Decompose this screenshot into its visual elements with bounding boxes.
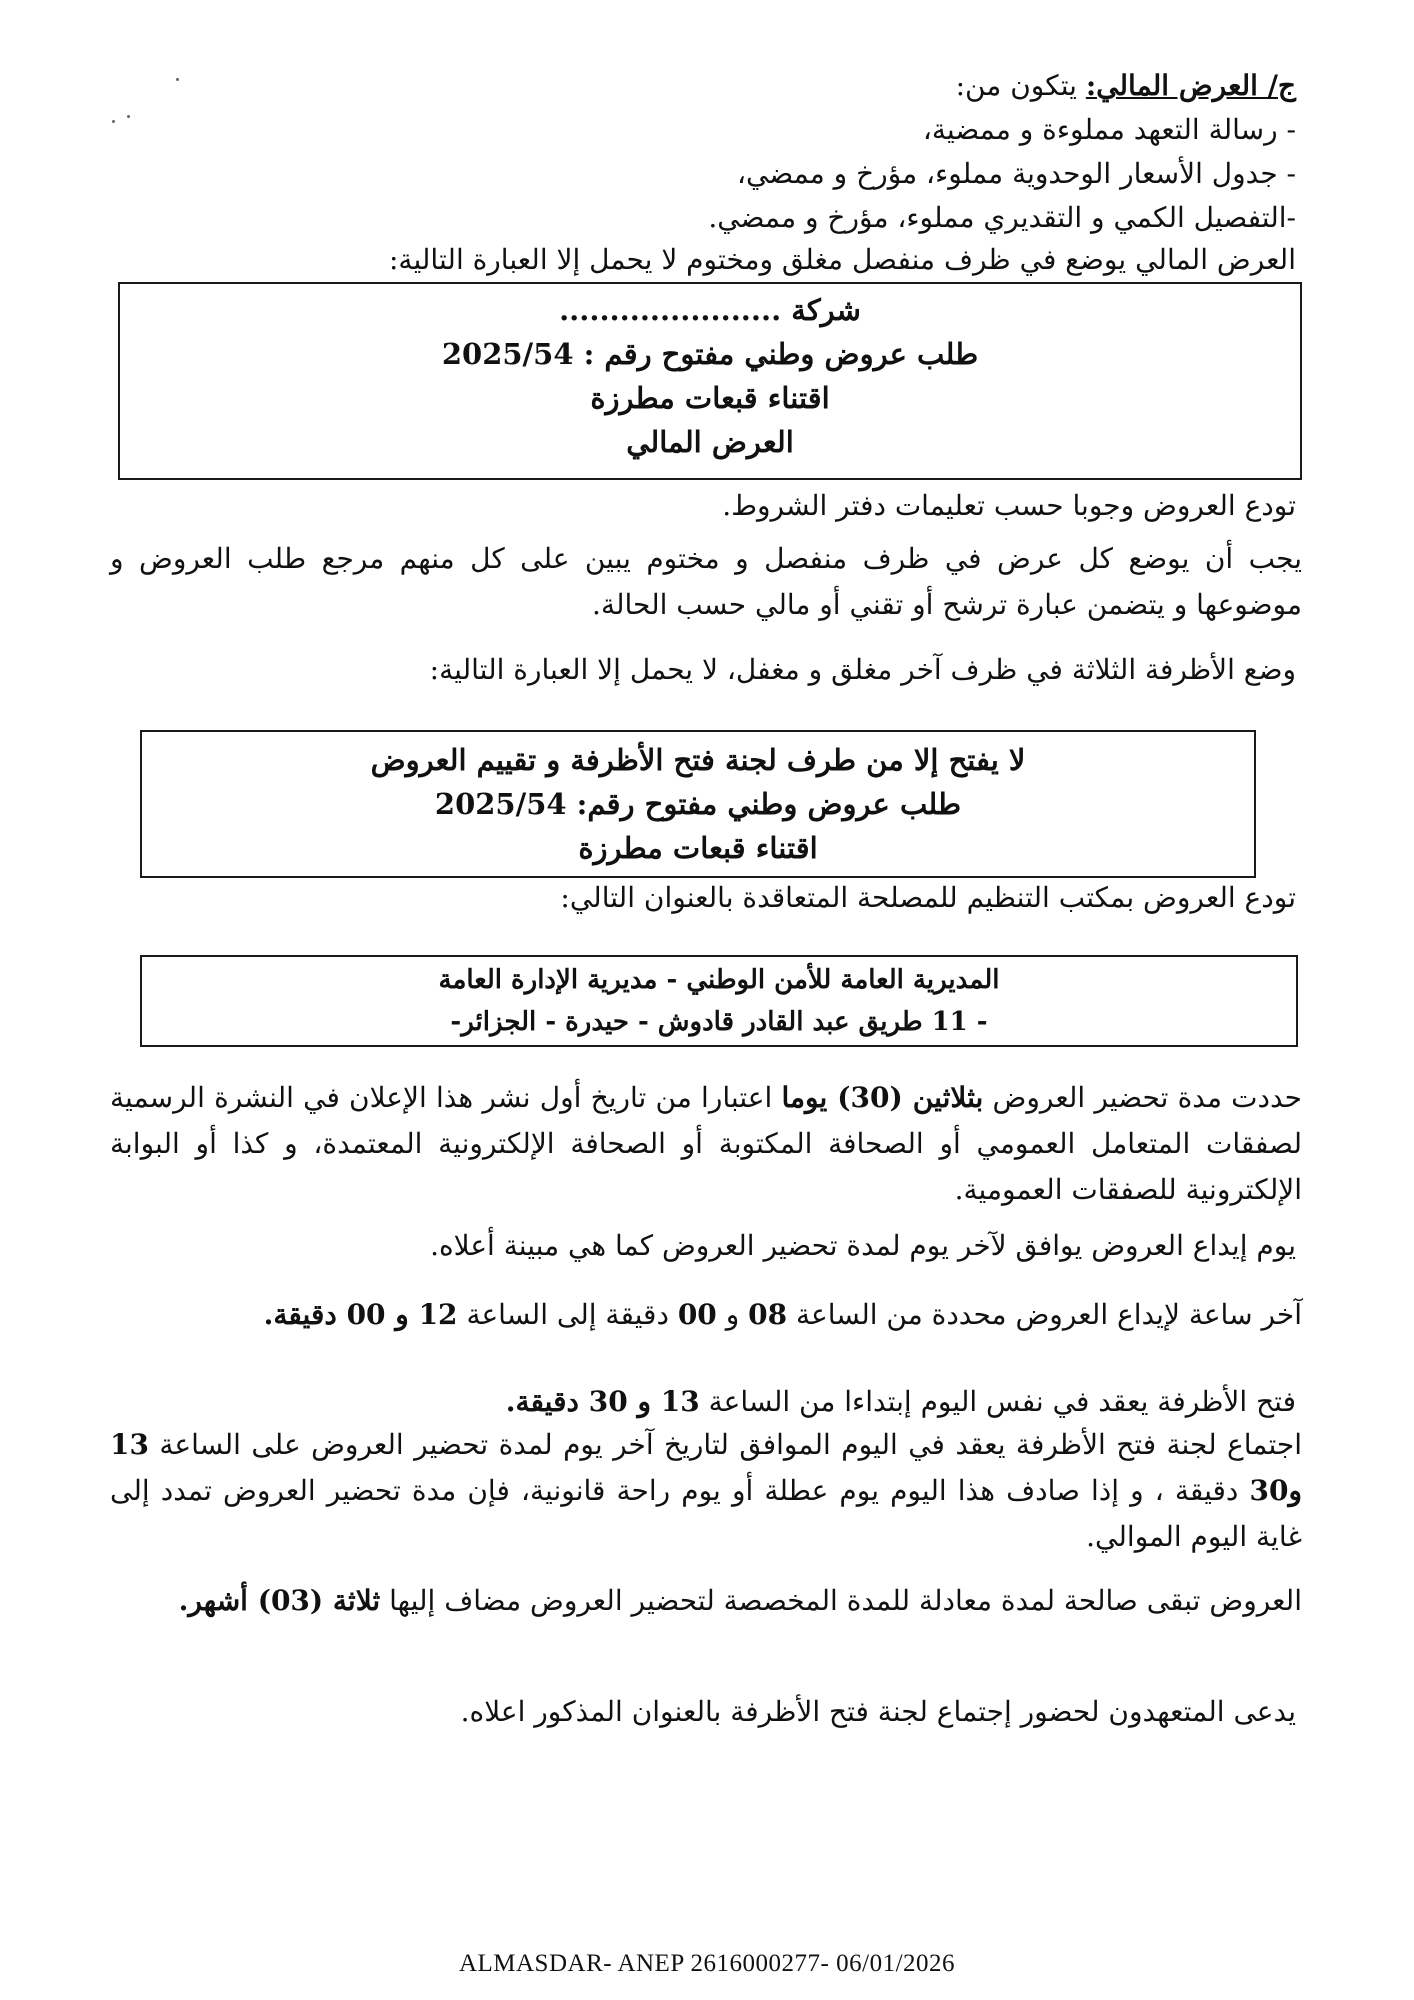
meeting-text-end: دقيقة ، و إذا صادف هذا اليوم يوم عطلة أو يوم راحة قانونية، فإن مدة تحضير العروض تمدد إلى غاية اليوم الموالي. (110, 1474, 1302, 1553)
duration-paragraph (110, 1075, 1302, 1213)
address-box (140, 955, 1298, 1047)
meeting-hour: 13 و30 (110, 1428, 1302, 1507)
box-tender: طلب عروض وطني مفتوح رقم : 2025/54 (441, 337, 979, 371)
validity-months: ثلاثة (03) أشهر. (178, 1584, 381, 1617)
last-hour-paragraph (110, 1290, 1302, 1340)
heading-rest: يتكون من: (955, 69, 1086, 102)
hour-value: 08 (748, 1298, 788, 1331)
box-subject: اقتناء قبعات مطرزة (590, 381, 830, 415)
scan-speck (127, 115, 130, 118)
duration-text-end: اعتبارا من تاريخ أول نشر هذا الإعلان في النشرة الرسمية لصفقات المتعامل العمومي أو الصحافة المكتوبة أو الصحافة الإلكترونية المعتمدة، و كذا أو البوابة الإلكترونية للصفقات العمومية. (110, 1081, 1302, 1206)
heading-label: ج/ العرض المالي: (1085, 69, 1296, 102)
scan-speck (112, 120, 115, 123)
financial-offer-heading (956, 66, 1296, 106)
footer-reference: ALMASDAR- ANEP 2616000277- 06/01/2026 (458, 1950, 956, 1977)
invite-paragraph: يدعى المتعهدون لحضور إجتماع لجنة فتح الأظرفة بالعنوان المذكور اعلاه. (460, 1695, 1296, 1728)
box-label: العرض المالي (626, 425, 794, 459)
meeting-paragraph (110, 1422, 1302, 1560)
list-item: -التفصيل الكمي و التقديري مملوء، مؤرخ و ممضي. (708, 201, 1296, 234)
opening-hour: 13 و 30 دقيقة. (505, 1385, 700, 1418)
opening-paragraph (506, 1382, 1296, 1422)
last-hour-text: آخر ساعة لإيداع العروض محددة من الساعة (787, 1298, 1302, 1331)
scan-speck (176, 78, 179, 81)
meeting-text: اجتماع لجنة فتح الأظرفة يعقد في اليوم الموافق لتاريخ آخر يوم لمدة تحضير العروض على الساعة (148, 1428, 1302, 1461)
list-item: - رسالة التعهد مملوءة و ممضية، (922, 113, 1296, 146)
deposit-note: تودع العروض بمكتب التنظيم للمصلحة المتعاقدة بالعنوان التالي: (560, 881, 1296, 914)
last-hour-text: و (716, 1298, 749, 1331)
validity-text: العروض تبقى صالحة لمدة معادلة للمدة المخصصة لتحضير العروض مضاف إليها (380, 1584, 1302, 1617)
submission-rule: يجب أن يوضع كل عرض في ظرف منفصل و مختوم يبين على كل منهم مرجع طلب العروض و موضوعها و يتضمن عبارة ترشح أو تقني أو مالي حسب الحالة. (110, 542, 1302, 621)
list-item: - جدول الأسعار الوحدوية مملوء، مؤرخ و ممضي، (736, 157, 1296, 190)
minute-value: 00 (677, 1298, 717, 1331)
validity-paragraph (110, 1578, 1302, 1624)
opening-text: فتح الأظرفة يعقد في نفس اليوم إبتداءا من الساعة (699, 1385, 1296, 1418)
address-line: - 11 طريق عبد القادر قادوش - حيدرة - الجزائر- (450, 1007, 988, 1037)
duration-days: بثلاثين (30) يوما (781, 1081, 984, 1114)
submission-rule: تودع العروض وجوبا حسب تعليمات دفتر الشروط. (722, 489, 1296, 522)
address-line: المديرية العامة للأمن الوطني - مديرية الإدارة العامة (438, 965, 1000, 995)
end-hour-value: 12 و 00 دقيقة. (263, 1298, 458, 1331)
envelope-note: العرض المالي يوضع في ظرف منفصل مغلق ومختوم لا يحمل إلا العبارة التالية: (389, 243, 1296, 276)
financial-envelope-box (118, 282, 1302, 480)
outer-box-line: اقتناء قبعات مطرزة (578, 831, 818, 865)
outer-box-line: طلب عروض وطني مفتوح رقم: 2025/54 (434, 787, 962, 821)
last-hour-text: دقيقة إلى الساعة (457, 1298, 678, 1331)
deposit-day: يوم إيداع العروض يوافق لآخر يوم لمدة تحضير العروض كما هي مبينة أعلاه. (430, 1229, 1296, 1262)
outer-envelope-box (140, 730, 1256, 878)
outer-box-line: لا يفتح إلا من طرف لجنة فتح الأظرفة و تقييم العروض (370, 743, 1026, 777)
submission-rule: وضع الأظرفة الثلاثة في ظرف آخر مغلق و مغفل، لا يحمل إلا العبارة التالية: (429, 653, 1296, 686)
duration-text: حددت مدة تحضير العروض (983, 1081, 1302, 1114)
box-company: شركة ...................... (559, 293, 861, 327)
